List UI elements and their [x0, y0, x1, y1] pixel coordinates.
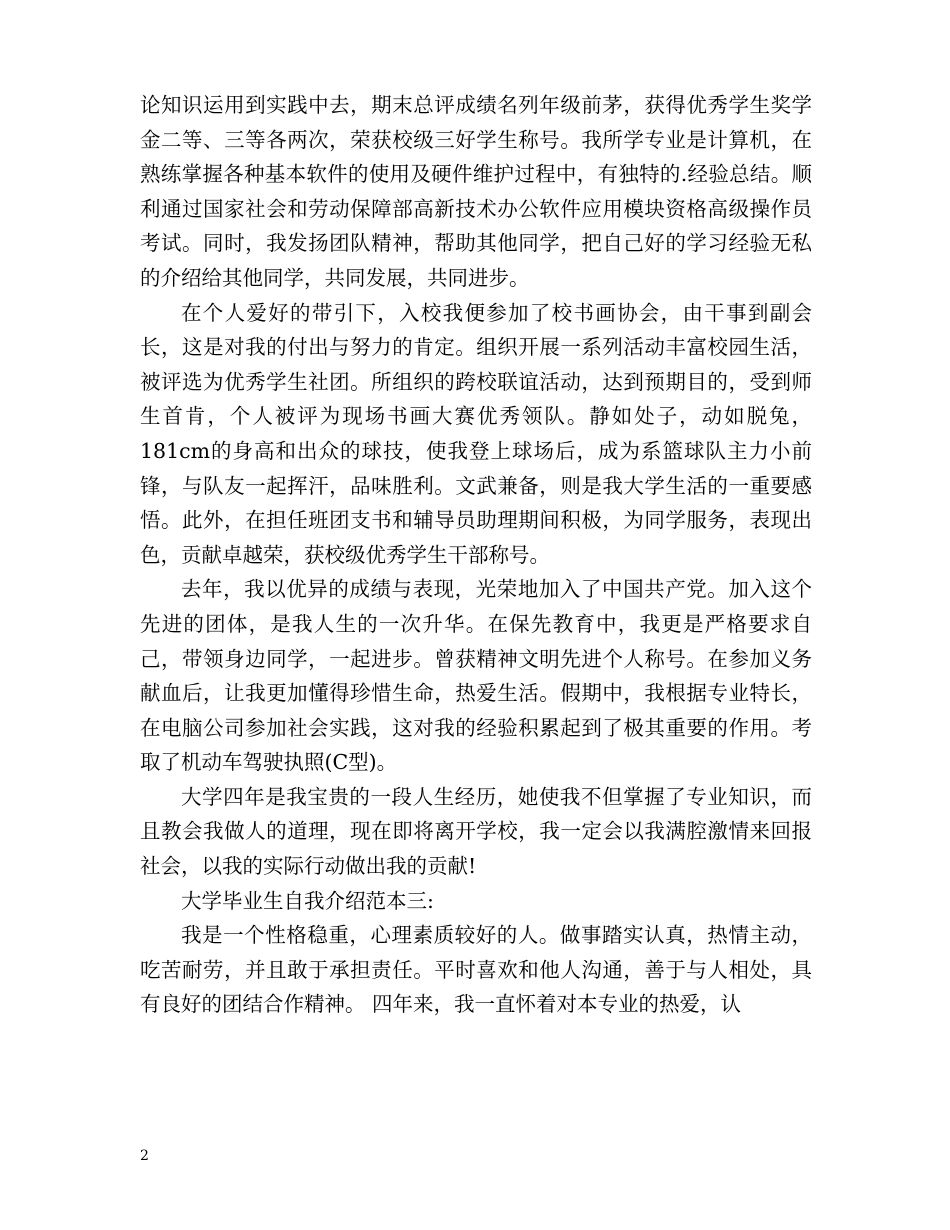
paragraph-3: 去年，我以优异的成绩与表现，光荣地加入了中国共产党。加入这个先进的团体，是我人生的一次升华。在保先教育中，我更是严格要求自己，带领身边同学，一起进步。曾获精神文明先进个人称号。在参加义务献血后，让我更加懂得珍惜生命，热爱生活。假期中，我根据专业特长，在电脑公司参加社会实践，这对我的经验积累起到了极其重要的作用。考取了机动车驾驶执照(C型)。 — [140, 577, 812, 775]
paragraph-2: 在个人爱好的带引下，入校我便参加了校书画协会，由干事到副会长，这是对我的付出与努力的肯定。组织开展一系列活动丰富校园生活，被评选为优秀学生社团。所组织的跨校联谊活动，达到预期目的，受到师生首肯，个人被评为现场书画大赛优秀领队。静如处子，动如脱兔，181cm的身高和出众的球技，使我登上球场后，成为系篮球队主力小前锋，与队友一起挥汗，品味胜利。文武兼备，则是我大学生活的一重要感悟。此外，在担任班团支书和辅导员助理期间积极，为同学服务，表现出色，贡献卓越荣，获校级优秀学生干部称号。 — [140, 300, 812, 567]
document-body — [140, 88, 812, 1022]
paragraph-1: 论知识运用到实践中去，期末总评成绩名列年级前茅，获得优秀学生奖学金二等、三等各两次，荣获校级三好学生称号。我所学专业是计算机，在熟练掌握各种基本软件的使用及硬件维护过程中，有独特的.经验总结。顺利通过国家社会和劳动保障部高新技术办公软件应用模块资格高级操作员考试。同时，我发扬团队精神，帮助其他同学，把自己好的学习经验无私的介绍给其他同学，共同发展，共同进步。 — [140, 93, 812, 290]
paragraph-5: 我是一个性格稳重，心理素质较好的人。做事踏实认真，热情主动，吃苦耐劳，并且敢于承担责任。平时喜欢和他人沟通，善于与人相处，具有良好的团结合作精神。 四年来，我一直怀着对本专业的热爱，认 — [140, 923, 812, 1017]
page-number: 2 — [140, 1148, 149, 1164]
section-heading: 大学毕业生自我介绍范本三: — [181, 888, 434, 913]
paragraph-4: 大学四年是我宝贵的一段人生经历，她使我不但掌握了专业知识，而且教会我做人的道理，现在即将离开学校，我一定会以我满腔激情来回报社会，以我的实际行动做出我的贡献! — [140, 784, 812, 879]
